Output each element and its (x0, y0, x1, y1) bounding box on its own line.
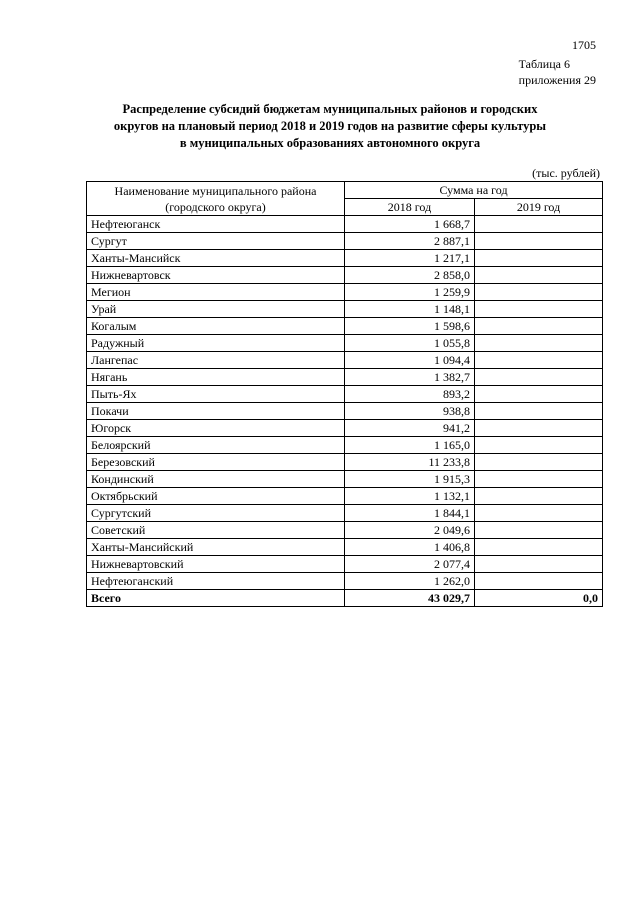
table-body (87, 216, 603, 590)
row-2019-cell (475, 335, 603, 352)
row-2018-cell: 2 049,6 (345, 522, 475, 539)
row-2019-cell (475, 454, 603, 471)
row-2018-cell: 2 077,4 (345, 556, 475, 573)
row-name-cell: Советский (87, 522, 345, 539)
row-name-cell: Сургутский (87, 505, 345, 522)
row-2019-cell (475, 437, 603, 454)
table-row (87, 216, 603, 233)
row-2019-cell (475, 573, 603, 590)
row-name-cell: Нефтеюганский (87, 573, 345, 590)
row-2019-cell (475, 522, 603, 539)
row-name-cell: Сургут (87, 233, 345, 250)
row-name-cell: Пыть-Ях (87, 386, 345, 403)
row-name-cell: Югорск (87, 420, 345, 437)
row-name-cell: Октябрьский (87, 488, 345, 505)
table-row (87, 471, 603, 488)
row-name-cell: Когалым (87, 318, 345, 335)
row-2019-cell (475, 420, 603, 437)
row-2019-cell (475, 386, 603, 403)
row-name-cell: Березовский (87, 454, 345, 471)
row-name-cell: Белоярский (87, 437, 345, 454)
row-2018-cell: 11 233,8 (345, 454, 475, 471)
row-name-cell: Нефтеюганск (87, 216, 345, 233)
table-row (87, 318, 603, 335)
table-row (87, 267, 603, 284)
total-2018: 43 029,7 (345, 590, 475, 607)
row-2018-cell: 1 132,1 (345, 488, 475, 505)
row-2018-cell: 1 598,6 (345, 318, 475, 335)
row-2019-cell (475, 403, 603, 420)
table-row (87, 573, 603, 590)
table-row (87, 284, 603, 301)
document-title (70, 101, 590, 152)
row-2019-cell (475, 488, 603, 505)
table-row (87, 437, 603, 454)
row-name-cell: Мегион (87, 284, 345, 301)
row-2019-cell (475, 233, 603, 250)
row-2018-cell: 938,8 (345, 403, 475, 420)
table-header-row (87, 182, 603, 199)
row-2018-cell: 1 668,7 (345, 216, 475, 233)
row-2018-cell: 1 165,0 (345, 437, 475, 454)
row-name-cell: Ханты-Мансийский (87, 539, 345, 556)
row-2018-cell: 1 406,8 (345, 539, 475, 556)
table-row (87, 539, 603, 556)
table-reference-line1: Таблица 6 (518, 57, 570, 71)
table-row (87, 335, 603, 352)
row-2018-cell: 1 148,1 (345, 301, 475, 318)
row-name-cell: Нягань (87, 369, 345, 386)
row-2018-cell: 1 915,3 (345, 471, 475, 488)
table-row (87, 488, 603, 505)
row-2019-cell (475, 505, 603, 522)
row-2018-cell: 1 217,1 (345, 250, 475, 267)
row-name-cell: Урай (87, 301, 345, 318)
table-row (87, 505, 603, 522)
header-2019: 2019 год (475, 199, 603, 216)
row-name-cell: Радужный (87, 335, 345, 352)
row-2018-cell: 1 094,4 (345, 352, 475, 369)
table-row (87, 522, 603, 539)
table-row (87, 301, 603, 318)
table-row (87, 454, 603, 471)
row-name-cell: Ханты-Мансийск (87, 250, 345, 267)
row-2019-cell (475, 301, 603, 318)
header-sum: Сумма на год (345, 182, 603, 199)
total-label: Всего (87, 590, 345, 607)
row-2018-cell: 1 262,0 (345, 573, 475, 590)
header-2018: 2018 год (345, 199, 475, 216)
row-2019-cell (475, 352, 603, 369)
header-name (87, 182, 345, 216)
table-row (87, 369, 603, 386)
table-row (87, 233, 603, 250)
title-line3: в муниципальных образованиях автономного округа (179, 136, 481, 150)
total-row (87, 590, 603, 607)
row-2019-cell (475, 267, 603, 284)
table-row (87, 250, 603, 267)
title-line2: округов на плановый период 2018 и 2019 годов на развитие сферы культуры (113, 119, 547, 133)
row-2019-cell (475, 250, 603, 267)
title-line1: Распределение субсидий бюджетам муниципальных районов и городских (122, 102, 538, 116)
row-2019-cell (475, 539, 603, 556)
table-row (87, 420, 603, 437)
row-2018-cell: 2 887,1 (345, 233, 475, 250)
subsidy-table (86, 181, 603, 607)
row-2019-cell (475, 556, 603, 573)
row-2019-cell (475, 471, 603, 488)
page-number: 1705 (572, 38, 596, 52)
row-2019-cell (475, 318, 603, 335)
row-name-cell: Кондинский (87, 471, 345, 488)
row-2018-cell: 1 259,9 (345, 284, 475, 301)
table-row (87, 556, 603, 573)
row-2018-cell: 2 858,0 (345, 267, 475, 284)
table-row (87, 386, 603, 403)
row-name-cell: Покачи (87, 403, 345, 420)
row-2019-cell (475, 216, 603, 233)
row-2018-cell: 1 055,8 (345, 335, 475, 352)
header-name-line2: (городского округа) (165, 199, 266, 214)
row-name-cell: Нижневартовский (87, 556, 345, 573)
header-name-line1: Наименование муниципального района (114, 183, 317, 198)
table-row (87, 352, 603, 369)
row-name-cell: Нижневартовск (87, 267, 345, 284)
row-name-cell: Лангепас (87, 352, 345, 369)
table-reference-line2: приложения 29 (518, 73, 596, 87)
row-2019-cell (475, 284, 603, 301)
table-row (87, 403, 603, 420)
units-label: (тыс. рублей) (532, 166, 600, 180)
row-2019-cell (475, 369, 603, 386)
total-2019: 0,0 (475, 590, 603, 607)
row-2018-cell: 941,2 (345, 420, 475, 437)
row-2018-cell: 893,2 (345, 386, 475, 403)
table-reference (519, 56, 596, 88)
row-2018-cell: 1 382,7 (345, 369, 475, 386)
row-2018-cell: 1 844,1 (345, 505, 475, 522)
